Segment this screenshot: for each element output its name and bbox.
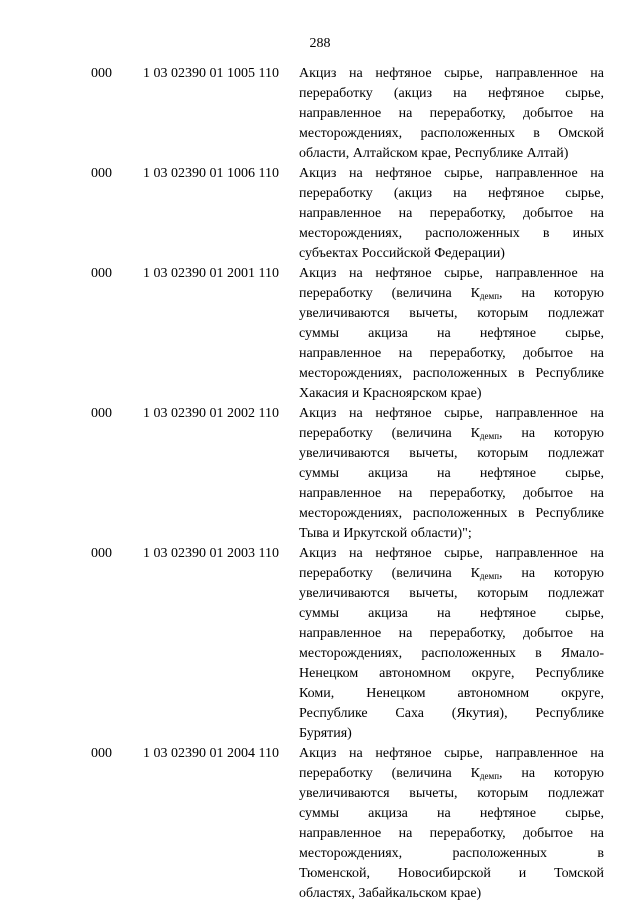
k-line-prefix: переработку (величина К — [299, 286, 480, 301]
description-line: субъектах Российской Федерации) — [299, 246, 505, 261]
description-line: месторождениях, расположенных в иных — [299, 226, 604, 241]
k-line-suffix: , на которую — [499, 766, 604, 781]
description-line: месторождениях, расположенных в Республике — [299, 506, 604, 521]
description-line: Акциз на нефтяное сырье, направленное на — [299, 546, 604, 561]
description-line: направленное на переработку, добытое на — [299, 486, 604, 501]
description-line: месторождениях, расположенных в Ямало- — [299, 646, 604, 661]
k-line-prefix: переработку (величина К — [299, 426, 480, 441]
description-line: переработку (акциз на нефтяное сырье, — [299, 186, 604, 201]
description-line: суммы акциза на нефтяное сырье, — [299, 606, 604, 621]
k-line-suffix: , на которую — [499, 566, 604, 581]
description-line — [299, 424, 604, 444]
description-line — [299, 564, 604, 584]
k-line-prefix: переработку (величина К — [299, 566, 480, 581]
k-subscript: демп — [479, 431, 500, 441]
description-line: Ненецком автономном округе, Республике — [299, 666, 604, 681]
budget-classification-code: 1 03 02390 01 2002 110 — [143, 406, 279, 421]
k-subscript: демп — [479, 571, 500, 581]
description-line: Хакасия и Красноярском крае) — [299, 386, 482, 401]
admin-code: 000 — [91, 66, 112, 81]
description-line: увеличиваются вычеты, которым подлежат — [299, 306, 604, 321]
description-line: увеличиваются вычеты, которым подлежат — [299, 446, 604, 461]
k-line-suffix: , на которую — [499, 426, 604, 441]
budget-classification-code: 1 03 02390 01 2003 110 — [143, 546, 279, 561]
description-line: области, Алтайском крае, Республике Алтай) — [299, 146, 569, 161]
k-line-suffix: , на которую — [499, 286, 604, 301]
revenue-description — [299, 264, 604, 404]
budget-classification-code: 1 03 02390 01 1006 110 — [143, 166, 279, 181]
revenue-description — [299, 404, 604, 544]
description-line: месторождениях, расположенных в — [299, 846, 604, 861]
description-line: месторождениях, расположенных в Омской — [299, 126, 604, 141]
k-line-prefix: переработку (величина К — [299, 766, 480, 781]
description-line: Акциз на нефтяное сырье, направленное на — [299, 746, 604, 761]
table-row — [0, 164, 640, 264]
description-line: направленное на переработку, добытое на — [299, 626, 604, 641]
description-line: суммы акциза на нефтяное сырье, — [299, 806, 604, 821]
table-row — [0, 544, 640, 744]
description-line: Коми, Ненецком автономном округе, — [299, 686, 604, 701]
revenue-description — [299, 544, 604, 744]
description-line — [299, 284, 604, 304]
description-line: увеличиваются вычеты, которым подлежат — [299, 786, 604, 801]
description-line: Акциз на нефтяное сырье, направленное на — [299, 266, 604, 281]
description-line: суммы акциза на нефтяное сырье, — [299, 466, 604, 481]
description-line: увеличиваются вычеты, которым подлежат — [299, 586, 604, 601]
description-line: направленное на переработку, добытое на — [299, 106, 604, 121]
table-row — [0, 744, 640, 904]
description-line: переработку (акциз на нефтяное сырье, — [299, 86, 604, 101]
description-line: суммы акциза на нефтяное сырье, — [299, 326, 604, 341]
description-line: направленное на переработку, добытое на — [299, 826, 604, 841]
budget-classification-code: 1 03 02390 01 2004 110 — [143, 746, 279, 761]
k-subscript: демп — [479, 771, 500, 781]
description-line — [299, 764, 604, 784]
description-line: месторождениях, расположенных в Республике — [299, 366, 604, 381]
description-line: Республике Саха (Якутия), Республике — [299, 706, 604, 721]
admin-code: 000 — [91, 546, 112, 561]
description-line: направленное на переработку, добытое на — [299, 206, 604, 221]
description-line: Тюменской, Новосибирской и Томской — [299, 866, 604, 881]
description-line: областях, Забайкальском крае) — [299, 886, 482, 901]
table-row — [0, 404, 640, 544]
budget-classification-code: 1 03 02390 01 1005 110 — [143, 66, 279, 81]
revenue-description — [299, 744, 604, 904]
table-row — [0, 64, 640, 164]
revenue-description — [299, 64, 604, 164]
description-line: Акциз на нефтяное сырье, направленное на — [299, 66, 604, 81]
budget-classification-code: 1 03 02390 01 2001 110 — [143, 266, 279, 281]
description-line: направленное на переработку, добытое на — [299, 346, 604, 361]
table-row — [0, 264, 640, 404]
admin-code: 000 — [91, 406, 112, 421]
admin-code: 000 — [91, 166, 112, 181]
description-line: Бурятия) — [299, 726, 352, 741]
page-number: 288 — [309, 36, 331, 51]
admin-code: 000 — [91, 746, 112, 761]
description-line: Акциз на нефтяное сырье, направленное на — [299, 406, 604, 421]
classification-table — [0, 64, 640, 904]
description-line: Тыва и Иркутской области)"; — [299, 526, 472, 541]
admin-code: 000 — [91, 266, 112, 281]
k-subscript: демп — [479, 291, 500, 301]
revenue-description — [299, 164, 604, 264]
description-line: Акциз на нефтяное сырье, направленное на — [299, 166, 604, 181]
